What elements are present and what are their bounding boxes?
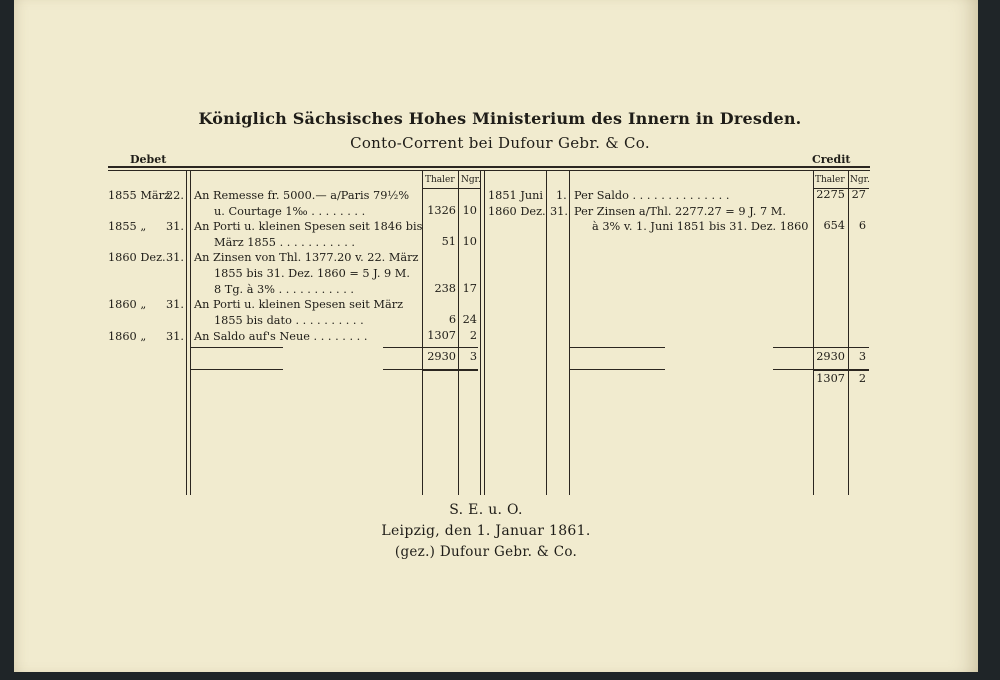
debit-row-5-day: 31.: [166, 330, 184, 343]
debit-row-3-thaler: 238: [434, 282, 456, 295]
debit-row-4-date: 1860 „: [108, 298, 147, 311]
debit-row-2-line-1: An Porti u. kleinen Spesen seit 1846 bis: [194, 220, 423, 233]
debit-row-1-thaler: 1326: [427, 204, 456, 217]
credit-row-2-date: 1860 Dez.: [488, 205, 546, 218]
debit-text-rule-b: [190, 369, 283, 370]
credit-row-1-date: 1851 Juni: [488, 189, 544, 202]
credit-day-rule: [546, 170, 547, 495]
debit-label: Debet: [130, 153, 167, 166]
debit-day-rule: [186, 170, 187, 495]
credit-row-2-day: 31.: [550, 205, 568, 218]
debit-row-2-ngr: 10: [462, 235, 477, 248]
credit-total-ngr: 3: [858, 350, 866, 363]
credit-row-2-ngr: 6: [858, 219, 866, 232]
credit-carry-ngr: 2: [858, 372, 866, 385]
debit-row-1-date: 1855 März: [108, 189, 170, 202]
debit-text-rule-a: [190, 347, 283, 348]
top-rule-1: [108, 166, 870, 168]
credit-sum-rule-bottom: [813, 369, 869, 371]
debit-row-5-date: 1860 „: [108, 330, 147, 343]
document-subtitle: Conto-Corrent bei Dufour Gebr. & Co.: [350, 134, 650, 152]
footer-signature: (gez.) Dufour Gebr. & Co.: [394, 544, 578, 560]
debit-row-4-line-1: An Porti u. kleinen Spesen seit März: [194, 298, 404, 311]
credit-thaler-header: Thaler: [815, 175, 845, 185]
credit-text-rule: [569, 170, 570, 495]
debit-row-3-date: 1860 Dez.: [108, 251, 166, 264]
debit-dots-rule-a: [383, 347, 422, 348]
top-rule-2: [108, 170, 870, 171]
credit-dots-rule-b: [773, 369, 813, 370]
debit-thaler-header: Thaler: [425, 175, 455, 185]
footer-closing: S. E. u. O.: [449, 502, 523, 518]
credit-row-1-line-1: Per Saldo . . . . . . . . . . . . . .: [574, 189, 730, 202]
debit-row-2-line-2: März 1855 . . . . . . . . . . .: [214, 236, 355, 249]
credit-label: Credit: [812, 153, 851, 166]
document-title: Königlich Sächsisches Hohes Ministerium des Innern in Dresden.: [198, 109, 802, 128]
debit-row-3-line-3: 8 Tg. à 3% . . . . . . . . . . .: [214, 283, 354, 296]
debit-row-2-date: 1855 „: [108, 220, 147, 233]
debit-row-5-ngr: 2: [469, 329, 477, 342]
credit-sum-rule-top: [813, 347, 869, 348]
debit-row-5-thaler: 1307: [427, 329, 456, 342]
debit-ngr-header: Ngr.: [461, 175, 481, 185]
debit-row-3-line-2: 1855 bis 31. Dez. 1860 = 5 J. 9 M.: [214, 267, 410, 280]
center-rule-1: [480, 170, 481, 495]
credit-dots-rule-a: [773, 347, 813, 348]
credit-row-1-thaler: 2275: [816, 188, 845, 201]
debit-total-ngr: 3: [469, 350, 477, 363]
center-rule-2: [484, 170, 485, 495]
credit-row-2-line-2: à 3% v. 1. Juni 1851 bis 31. Dez. 1860: [592, 220, 809, 233]
debit-row-2-thaler: 51: [441, 235, 456, 248]
debit-sum-rule-top: [422, 347, 478, 348]
credit-row-2-line-1: Per Zinsen a/Thl. 2277.27 = 9 J. 7 M.: [574, 205, 786, 218]
credit-row-2-thaler: 654: [823, 219, 845, 232]
credit-text-rule-b: [569, 369, 665, 370]
credit-total-thaler: 2930: [816, 350, 845, 363]
ledger-page: [14, 0, 978, 672]
debit-dots-rule-b: [383, 369, 422, 370]
debit-row-4-day: 31.: [166, 298, 184, 311]
debit-row-1-line-2: u. Courtage 1‰ . . . . . . . .: [214, 205, 366, 218]
debit-row-3-line-1: An Zinsen von Thl. 1377.20 v. 22. März: [194, 251, 419, 264]
credit-row-1-ngr: 27: [851, 188, 866, 201]
debit-row-4-line-2: 1855 bis dato . . . . . . . . . .: [214, 314, 364, 327]
debit-row-3-day: 31.: [166, 251, 184, 264]
debit-row-3-ngr: 17: [462, 282, 477, 295]
debit-total-thaler: 2930: [427, 350, 456, 363]
debit-row-1-ngr: 10: [462, 204, 477, 217]
debit-row-4-thaler: 6: [448, 313, 456, 326]
credit-row-1-day: 1.: [556, 189, 567, 202]
debit-row-4-ngr: 24: [462, 313, 477, 326]
footer-place-date: Leipzig, den 1. Januar 1861.: [381, 523, 591, 539]
credit-ngr-header: Ngr.: [850, 175, 870, 185]
debit-row-1-day: 22.: [166, 189, 184, 202]
debit-sum-rule-bottom: [422, 369, 478, 371]
credit-text-rule-a: [569, 347, 665, 348]
debit-row-2-day: 31.: [166, 220, 184, 233]
debit-text-rule: [190, 170, 191, 495]
debit-header-rule: [422, 188, 480, 189]
credit-carry-thaler: 1307: [816, 372, 845, 385]
debit-row-5-line-1: An Saldo auf's Neue . . . . . . . .: [194, 330, 368, 343]
debit-row-1-line-1: An Remesse fr. 5000.— a/Paris 79½%: [194, 189, 410, 202]
